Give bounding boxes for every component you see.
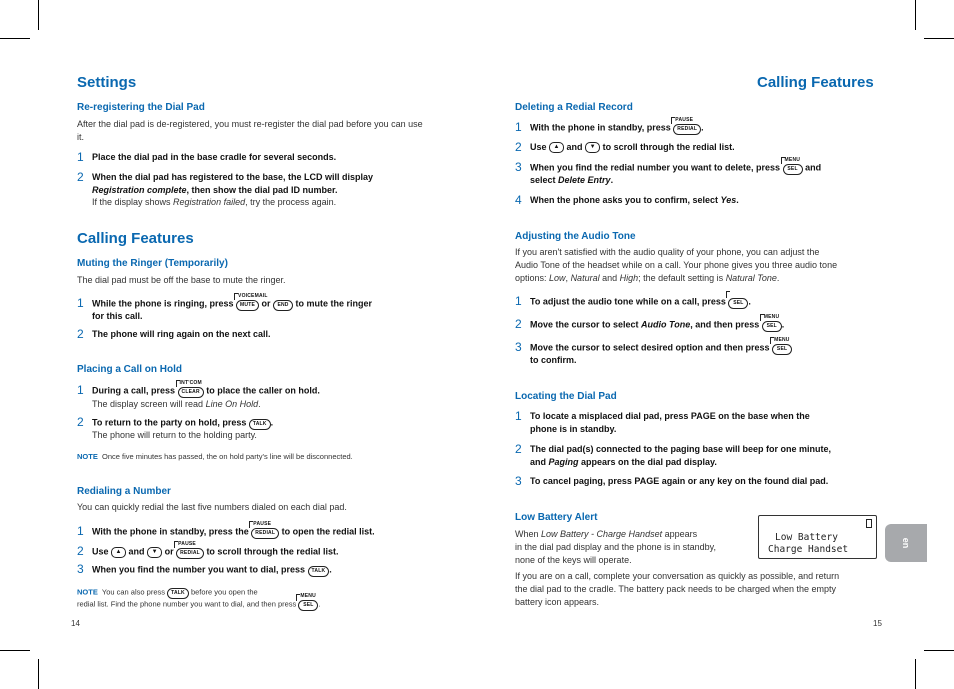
audio-step-1: To adjust the audio tone while on a call, press SEL . — [530, 295, 751, 309]
audio-intro-3: options: Low, Natural and High; the default setting is Natural Tone. — [515, 273, 780, 283]
step-number: 2 — [515, 317, 522, 331]
delete-step-3: When you find the redial number you want to delete, press MENU SEL and — [530, 161, 821, 175]
step-number: 1 — [515, 409, 522, 423]
mute-key-icon: VOICEMAIL MUTE — [236, 297, 259, 311]
battery-p1-a: When Low Battery - Charge Handset appears — [515, 529, 698, 539]
section-heading-reregister: Re-registering the Dial Pad — [77, 102, 205, 113]
reregister-step-2b: Registration complete, then show the dial pad ID number. — [92, 185, 338, 195]
hold-note: NOTE Once five minutes has passed, the on hold party's line will be disconnected. — [77, 452, 353, 461]
crop-mark — [915, 0, 916, 30]
step-number: 2 — [77, 170, 84, 184]
sel-key-icon: MENU SEL — [783, 161, 803, 175]
battery-p1-c: none of the keys will operate. — [515, 555, 632, 565]
battery-p1-b: in the dial pad display and the phone is in standby, — [515, 542, 716, 552]
language-tab — [885, 524, 927, 562]
mute-step-1-cont: for this call. — [92, 311, 143, 321]
crop-mark — [924, 38, 954, 39]
lcd-line-2: Charge Handset — [768, 544, 849, 555]
step-number: 3 — [515, 340, 522, 354]
redial-step-2: Use ▲ and ▼ or PAUSE REDIAL to scroll through the redial list. — [92, 545, 338, 559]
clear-key-icon: INT'COM CLEAR — [178, 384, 204, 398]
page-number-right: 15 — [873, 619, 882, 628]
battery-p2-b: the dial pad to the cradle. The battery pack needs to be charged when the empty — [515, 584, 837, 594]
locate-step-2a: The dial pad(s) connected to the paging base will beep for one minute, — [530, 444, 832, 454]
step-number: 3 — [515, 474, 522, 488]
section-heading-delete: Deleting a Redial Record — [515, 102, 633, 113]
section-heading-mute: Muting the Ringer (Temporarily) — [77, 258, 228, 269]
locate-step-2b: and Paging appears on the dial pad display. — [530, 457, 717, 467]
audio-step-2: Move the cursor to select Audio Tone, and then press MENU SEL . — [530, 318, 784, 332]
step-number: 1 — [515, 120, 522, 134]
reregister-intro: After the dial pad is de-registered, you must re-register the dial pad before you can use it. — [77, 119, 423, 142]
step-number: 2 — [515, 442, 522, 456]
lcd-display — [758, 515, 877, 559]
reregister-step-1: Place the dial pad in the base cradle for several seconds. — [92, 152, 337, 162]
step-number: 1 — [77, 383, 84, 397]
down-arrow-icon: ▼ — [147, 547, 162, 558]
step-number: 3 — [515, 160, 522, 174]
step-number: 1 — [77, 524, 84, 538]
end-key-icon: END — [273, 297, 293, 311]
step-number: 3 — [77, 562, 84, 576]
section-heading-hold: Placing a Call on Hold — [77, 364, 183, 375]
mute-step-1: While the phone is ringing, press VOICEMAIL MUTE or END to mute the ringer — [92, 297, 372, 311]
step-number: 1 — [77, 150, 84, 164]
step-number: 2 — [515, 140, 522, 154]
step-number: 1 — [77, 296, 84, 310]
page-number-left: 14 — [71, 619, 80, 628]
locate-step-1b: phone is in standby. — [530, 424, 617, 434]
crop-mark — [38, 0, 39, 30]
locate-step-1a: To locate a misplaced dial pad, press PAGE on the base when the — [530, 411, 810, 421]
section-heading-audio: Adjusting the Audio Tone — [515, 231, 636, 242]
crop-mark — [915, 659, 916, 689]
redial-key-icon: PAUSE REDIAL — [673, 121, 701, 135]
delete-step-1: With the phone in standby, press PAUSE REDIAL . — [530, 121, 704, 135]
audio-intro-1: If you aren't satisfied with the audio quality of your phone, you can adjust the — [515, 247, 820, 257]
delete-step-4: When the phone asks you to confirm, select Yes. — [530, 195, 739, 205]
battery-p2-a: If you are on a call, complete your conversation as quickly as possible, and return — [515, 571, 840, 581]
redial-key-icon: PAUSE REDIAL — [176, 545, 204, 559]
battery-p2-c: battery icon appears. — [515, 597, 600, 607]
redial-step-3: When you find the number you want to dial, press TALK . — [92, 563, 332, 577]
language-tab-label: en — [901, 537, 911, 549]
step-number: 1 — [515, 294, 522, 308]
sel-key-icon: SEL — [728, 295, 748, 309]
sel-key-icon: MENU SEL — [762, 318, 782, 332]
delete-step-3-cont: select Delete Entry. — [530, 175, 614, 185]
reregister-step-2-sub: If the display shows Registration failed, try the process again. — [92, 197, 337, 207]
redial-step-1: With the phone in standby, press the PAUSE REDIAL to open the redial list. — [92, 525, 375, 539]
step-number: 2 — [77, 544, 84, 558]
sel-key-icon: MENU SEL — [298, 598, 318, 611]
section-heading-battery: Low Battery Alert — [515, 512, 598, 523]
talk-key-icon: TALK — [249, 416, 271, 430]
hold-step-2-sub: The phone will return to the holding party. — [92, 430, 257, 440]
audio-step-3-cont: to confirm. — [530, 355, 577, 365]
crop-mark — [0, 38, 30, 39]
redial-key-icon: PAUSE REDIAL — [251, 525, 279, 539]
redial-note-line-1: NOTE You can also press TALK before you open the — [77, 586, 258, 599]
talk-key-icon: TALK — [167, 586, 189, 599]
crop-mark — [38, 659, 39, 689]
section-title-calling-features: Calling Features — [77, 230, 194, 247]
page-title-calling-features: Calling Features — [757, 74, 874, 91]
section-heading-redial: Redialing a Number — [77, 486, 171, 497]
step-number: 2 — [77, 327, 84, 341]
mute-intro: The dial pad must be off the base to mute the ringer. — [77, 275, 286, 285]
section-heading-locate: Locating the Dial Pad — [515, 391, 617, 402]
page-title-settings: Settings — [77, 74, 137, 91]
up-arrow-icon: ▲ — [549, 142, 564, 153]
hold-step-1: During a call, press INT'COM CLEAR to place the caller on hold. — [92, 384, 320, 398]
mute-step-2: The phone will ring again on the next call. — [92, 329, 271, 339]
sel-key-icon: MENU SEL — [772, 341, 792, 355]
lcd-line-1: Low Battery — [775, 532, 838, 543]
delete-step-2: Use ▲ and ▼ to scroll through the redial list. — [530, 142, 735, 152]
step-number: 2 — [77, 415, 84, 429]
redial-intro: You can quickly redial the last five numbers dialed on each dial pad. — [77, 502, 347, 512]
empty-battery-icon — [866, 519, 872, 528]
reregister-step-2a: When the dial pad has registered to the base, the LCD will display — [92, 172, 374, 182]
crop-mark — [924, 650, 954, 651]
crop-mark — [0, 650, 30, 651]
up-arrow-icon: ▲ — [111, 547, 126, 558]
talk-key-icon: TALK — [308, 563, 330, 577]
redial-note-line-2: redial list. Find the phone number you want to dial, and then press MENU SEL . — [77, 598, 321, 611]
audio-intro-2: Audio Tone of the headset while on a call. Your phone gives you three audio tone — [515, 260, 838, 270]
locate-step-3: To cancel paging, press PAGE again or any key on the found dial pad. — [530, 476, 829, 486]
hold-step-2: To return to the party on hold, press TALK . — [92, 416, 273, 430]
hold-step-1-sub: The display screen will read Line On Hold. — [92, 399, 261, 409]
down-arrow-icon: ▼ — [585, 142, 600, 153]
step-number: 4 — [515, 193, 522, 207]
audio-step-3: Move the cursor to select desired option and then press MENU SEL — [530, 341, 792, 355]
